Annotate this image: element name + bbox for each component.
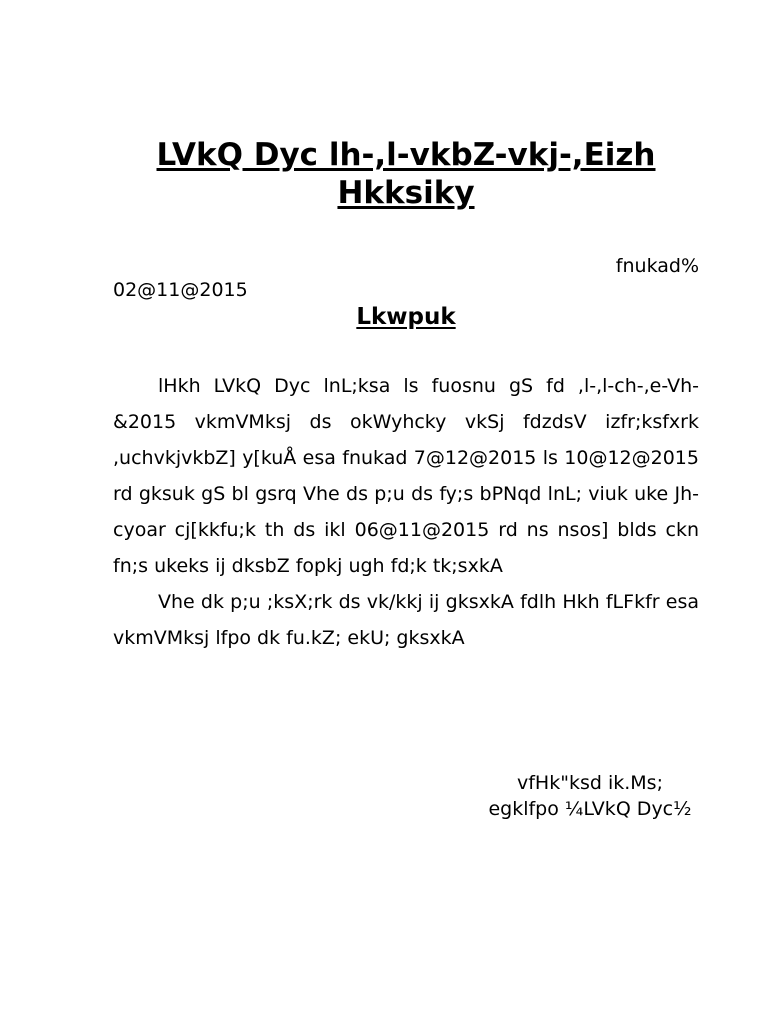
date-value: 02@11@2015: [113, 279, 248, 301]
signature-block: [440, 770, 740, 822]
notice-heading: Lkwpuk: [356, 304, 456, 330]
date-label: fnukad%: [615, 255, 699, 277]
document-title: [113, 136, 699, 212]
notice-body: [113, 368, 699, 656]
paragraph-1: lHkh LVkQ Dyc lnL;ksa ls fuosnu gS fd ,l-,l-ch-,e-Vh-&2015 vkmVMksj ds okWyhcky vkSj fdzdsV izfr;ksfxrk ,uchvkjvkbZ] y[kuÅ esa fnukad 7@12@2015 ls 10@12@2015 rd gksuk gS bl gsrq Vhe ds p;u ds fy;s bPNqd lnL; viuk uke Jh-cyoar cj[kkfu;k th ds ikl 06@11@2015 rd ns nsos] blds ckn fn;s ukeks ij dksbZ fopkj ugh fd;k tk;sxkA: [113, 375, 699, 577]
signatory-designation: egklfpo ¼LVkQ Dyc½: [488, 798, 692, 820]
paragraph-2: Vhe dk p;u ;ksX;rk ds vk/kkj ij gksxkA fdlh Hkh fLFkfr esa vkmVMksj lfpo dk fu.kZ; ekU; gksxkA: [113, 591, 699, 649]
title-line-2: Hkksiky: [337, 175, 475, 211]
title-line-1: LVkQ Dyc lh-,l-vkbZ-vkj-,Eizh: [156, 137, 656, 173]
signatory-name: vfHk"ksd ik.Ms;: [517, 772, 663, 794]
